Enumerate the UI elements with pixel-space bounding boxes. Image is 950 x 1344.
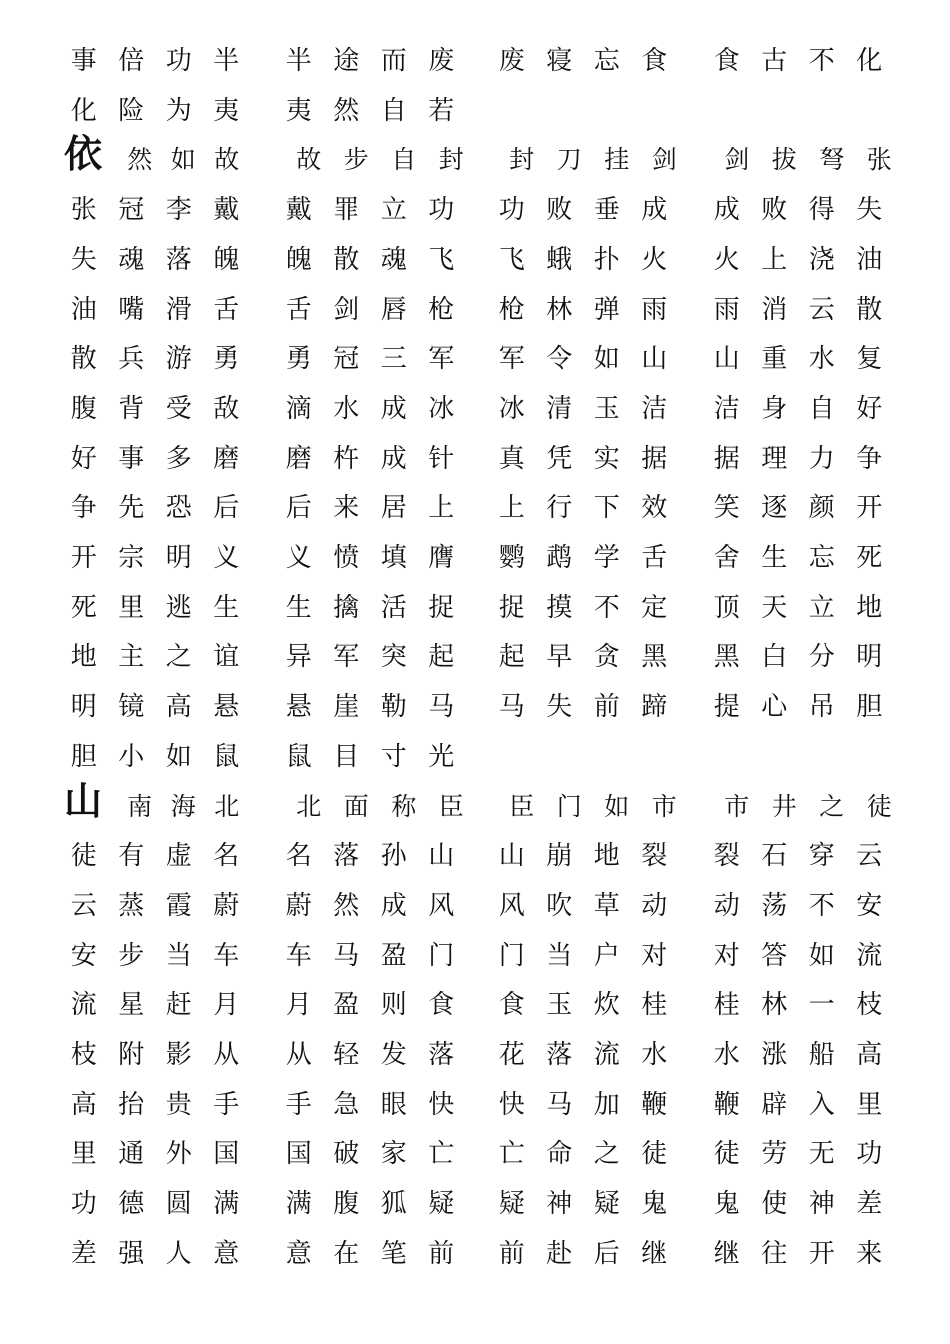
- idiom-item: 军 令 如 山: [498, 344, 668, 375]
- idiom-item: 上 行 下 效: [498, 493, 668, 524]
- idiom-item: 继 往 开 来: [713, 1238, 883, 1269]
- idiom-item: 枝 附 影 从: [70, 1040, 240, 1070]
- idiom-row: [0, 36, 950, 86]
- idiom-item: 提 心 吊 胆: [713, 692, 883, 723]
- idiom-item: 高 抬 贵 手: [70, 1089, 240, 1120]
- idiom-row: [0, 483, 950, 533]
- idiom-item: 据 理 力 争: [713, 443, 883, 474]
- section-marker-char: 依: [64, 132, 103, 177]
- idiom-item: 动 荡 不 安: [713, 890, 883, 921]
- idiom-item: 意 在 笔 前: [285, 1238, 455, 1269]
- section-marker-char: 山: [64, 778, 103, 823]
- idiom-item: 张 冠 李 戴: [70, 195, 240, 226]
- idiom-item: 化 险 为 夷: [70, 95, 240, 126]
- idiom-item: 安 步 当 车: [70, 940, 240, 971]
- idiom-item: 裂 石 穿 云: [713, 841, 883, 872]
- idiom-item: 洁 身 自 好: [713, 393, 883, 424]
- idiom-item: 鼠 目 寸 光: [285, 741, 455, 772]
- idiom-item: 差 强 人 意: [70, 1238, 240, 1269]
- idiom-row: [0, 1080, 950, 1130]
- idiom-item: 捉 摸 不 定: [498, 592, 668, 623]
- idiom-item: 疑 神 疑 鬼: [498, 1189, 668, 1220]
- idiom-item: 勇 冠 三 军: [285, 344, 455, 375]
- idiom-item: 雨 消 云 散: [713, 294, 883, 325]
- idiom-item: 油 嘴 滑 舌: [70, 294, 240, 325]
- idiom-item: 车 马 盈 门: [285, 940, 455, 971]
- idiom-item: 笑 逐 颜 开: [713, 493, 883, 524]
- idiom-row: [0, 583, 950, 633]
- idiom-item: 事 倍 功 半: [70, 46, 240, 76]
- idiom-item: 满 腹 狐 疑: [285, 1189, 455, 1220]
- idiom-item: 失 魂 落 魄: [70, 244, 240, 275]
- idiom-item: 山 重 水 复: [713, 344, 883, 375]
- idiom-row: [0, 1179, 950, 1229]
- idiom-row: [0, 682, 950, 732]
- idiom-item: 鹦 鹉 学 舌: [498, 543, 668, 573]
- idiom-item: 对 答 如 流: [713, 940, 883, 971]
- idiom-item: 风 吹 草 动: [498, 890, 668, 921]
- idiom-item: 手 急 眼 快: [285, 1089, 455, 1120]
- idiom-item: 顶 天 立 地: [713, 592, 883, 623]
- idiom-item: 云 蒸 霞 蔚: [70, 890, 240, 921]
- idiom-row: [0, 831, 950, 881]
- idiom-item: 食 玉 炊 桂: [498, 990, 668, 1021]
- idiom-item: 食 古 不 化: [713, 46, 883, 76]
- idiom-item: 夷 然 自 若: [285, 95, 455, 126]
- idiom-item: 开 宗 明 义: [70, 543, 240, 573]
- idiom-row: [0, 434, 950, 484]
- idiom-item: 异 军 突 起: [285, 642, 455, 673]
- idiom-item: 剑 拔 弩 张: [724, 145, 892, 175]
- idiom-item: 鬼 使 神 差: [713, 1189, 883, 1220]
- idiom-item: 悬 崖 勒 马: [285, 692, 455, 723]
- idiom-item: 封 刀 挂 剑: [509, 145, 677, 175]
- idiom-item: 舍 生 忘 死: [713, 543, 883, 573]
- idiom-item: 市 井 之 徒: [724, 791, 892, 821]
- idiom-item: 争 先 恐 后: [70, 493, 240, 524]
- idiom-item: 然 如 故: [127, 145, 240, 175]
- idiom-row: [0, 384, 950, 434]
- idiom-item: 名 落 孙 山: [285, 841, 455, 872]
- idiom-item: 成 败 得 失: [713, 195, 883, 226]
- idiom-item: 山 崩 地 裂: [498, 841, 668, 872]
- idiom-item: 功 败 垂 成: [498, 195, 668, 226]
- idiom-row: [0, 132, 950, 185]
- idiom-item: 月 盈 则 食: [285, 990, 455, 1021]
- idiom-item: 功 德 圆 满: [70, 1189, 240, 1220]
- idiom-row: [0, 1030, 950, 1080]
- idiom-item: 散 兵 游 勇: [70, 344, 240, 375]
- idiom-item: 枪 林 弹 雨: [498, 294, 668, 325]
- idiom-item: 滴 水 成 冰: [285, 393, 455, 424]
- idiom-item: 后 来 居 上: [285, 493, 455, 524]
- idiom-item: 废 寝 忘 食: [498, 46, 668, 76]
- idiom-item: 南 海 北: [127, 791, 240, 821]
- idiom-row: [0, 1229, 950, 1279]
- idiom-item: 桂 林 一 枝: [713, 990, 883, 1021]
- idiom-item: 臣 门 如 市: [509, 791, 677, 821]
- idiom-item: 门 当 户 对: [498, 940, 668, 971]
- idiom-item: 半 途 而 废: [285, 46, 455, 76]
- idiom-item: 黑 白 分 明: [713, 642, 883, 673]
- idiom-item: 火 上 浇 油: [713, 244, 883, 275]
- idiom-item: 胆 小 如 鼠: [70, 741, 240, 772]
- idiom-row: [0, 533, 950, 583]
- idiom-item: 真 凭 实 据: [498, 443, 668, 474]
- idiom-item: 流 星 赶 月: [70, 990, 240, 1021]
- idiom-item: 里 通 外 国: [70, 1139, 240, 1170]
- idiom-item: 蔚 然 成 风: [285, 890, 455, 921]
- idiom-item: 舌 剑 唇 枪: [285, 294, 455, 325]
- idiom-item: 死 里 逃 生: [70, 592, 240, 623]
- idiom-item: 磨 杵 成 针: [285, 443, 455, 474]
- idiom-row: [0, 778, 950, 832]
- idiom-row: [0, 235, 950, 285]
- idiom-row: [0, 732, 950, 782]
- idiom-item: 冰 清 玉 洁: [498, 393, 668, 424]
- idiom-item: 生 擒 活 捉: [285, 592, 455, 623]
- idiom-item: 明 镜 高 悬: [70, 692, 240, 723]
- idiom-item: 国 破 家 亡: [285, 1139, 455, 1170]
- idiom-item: 腹 背 受 敌: [70, 393, 240, 424]
- idiom-item: 戴 罪 立 功: [285, 195, 455, 226]
- idiom-item: 魄 散 魂 飞: [285, 244, 455, 275]
- idiom-row: [0, 334, 950, 384]
- idiom-row: [0, 881, 950, 931]
- idiom-row: [0, 185, 950, 235]
- idiom-item: 花 落 流 水: [498, 1040, 668, 1070]
- idiom-item: 亡 命 之 徒: [498, 1139, 668, 1170]
- idiom-item: 前 赴 后 继: [498, 1238, 668, 1269]
- idiom-item: 义 愤 填 膺: [285, 543, 455, 573]
- idiom-item: 徒 劳 无 功: [713, 1139, 883, 1170]
- idiom-item: 徒 有 虚 名: [70, 841, 240, 872]
- idiom-row: [0, 632, 950, 682]
- idiom-row: [0, 285, 950, 335]
- idiom-item: 故 步 自 封: [296, 145, 464, 175]
- idiom-item: 快 马 加 鞭: [498, 1089, 668, 1120]
- idiom-row: [0, 86, 950, 136]
- idiom-item: 北 面 称 臣: [296, 791, 464, 821]
- idiom-row: [0, 980, 950, 1030]
- idiom-item: 好 事 多 磨: [70, 443, 240, 474]
- idiom-row: [0, 1129, 950, 1179]
- idiom-item: 水 涨 船 高: [713, 1040, 883, 1070]
- idiom-item: 地 主 之 谊: [70, 642, 240, 673]
- idiom-row: [0, 931, 950, 981]
- idiom-item: 从 轻 发 落: [285, 1040, 455, 1070]
- idiom-item: 飞 蛾 扑 火: [498, 244, 668, 275]
- idiom-item: 起 早 贪 黑: [498, 642, 668, 673]
- idiom-item: 马 失 前 蹄: [498, 692, 668, 723]
- idiom-item: 鞭 辟 入 里: [713, 1089, 883, 1120]
